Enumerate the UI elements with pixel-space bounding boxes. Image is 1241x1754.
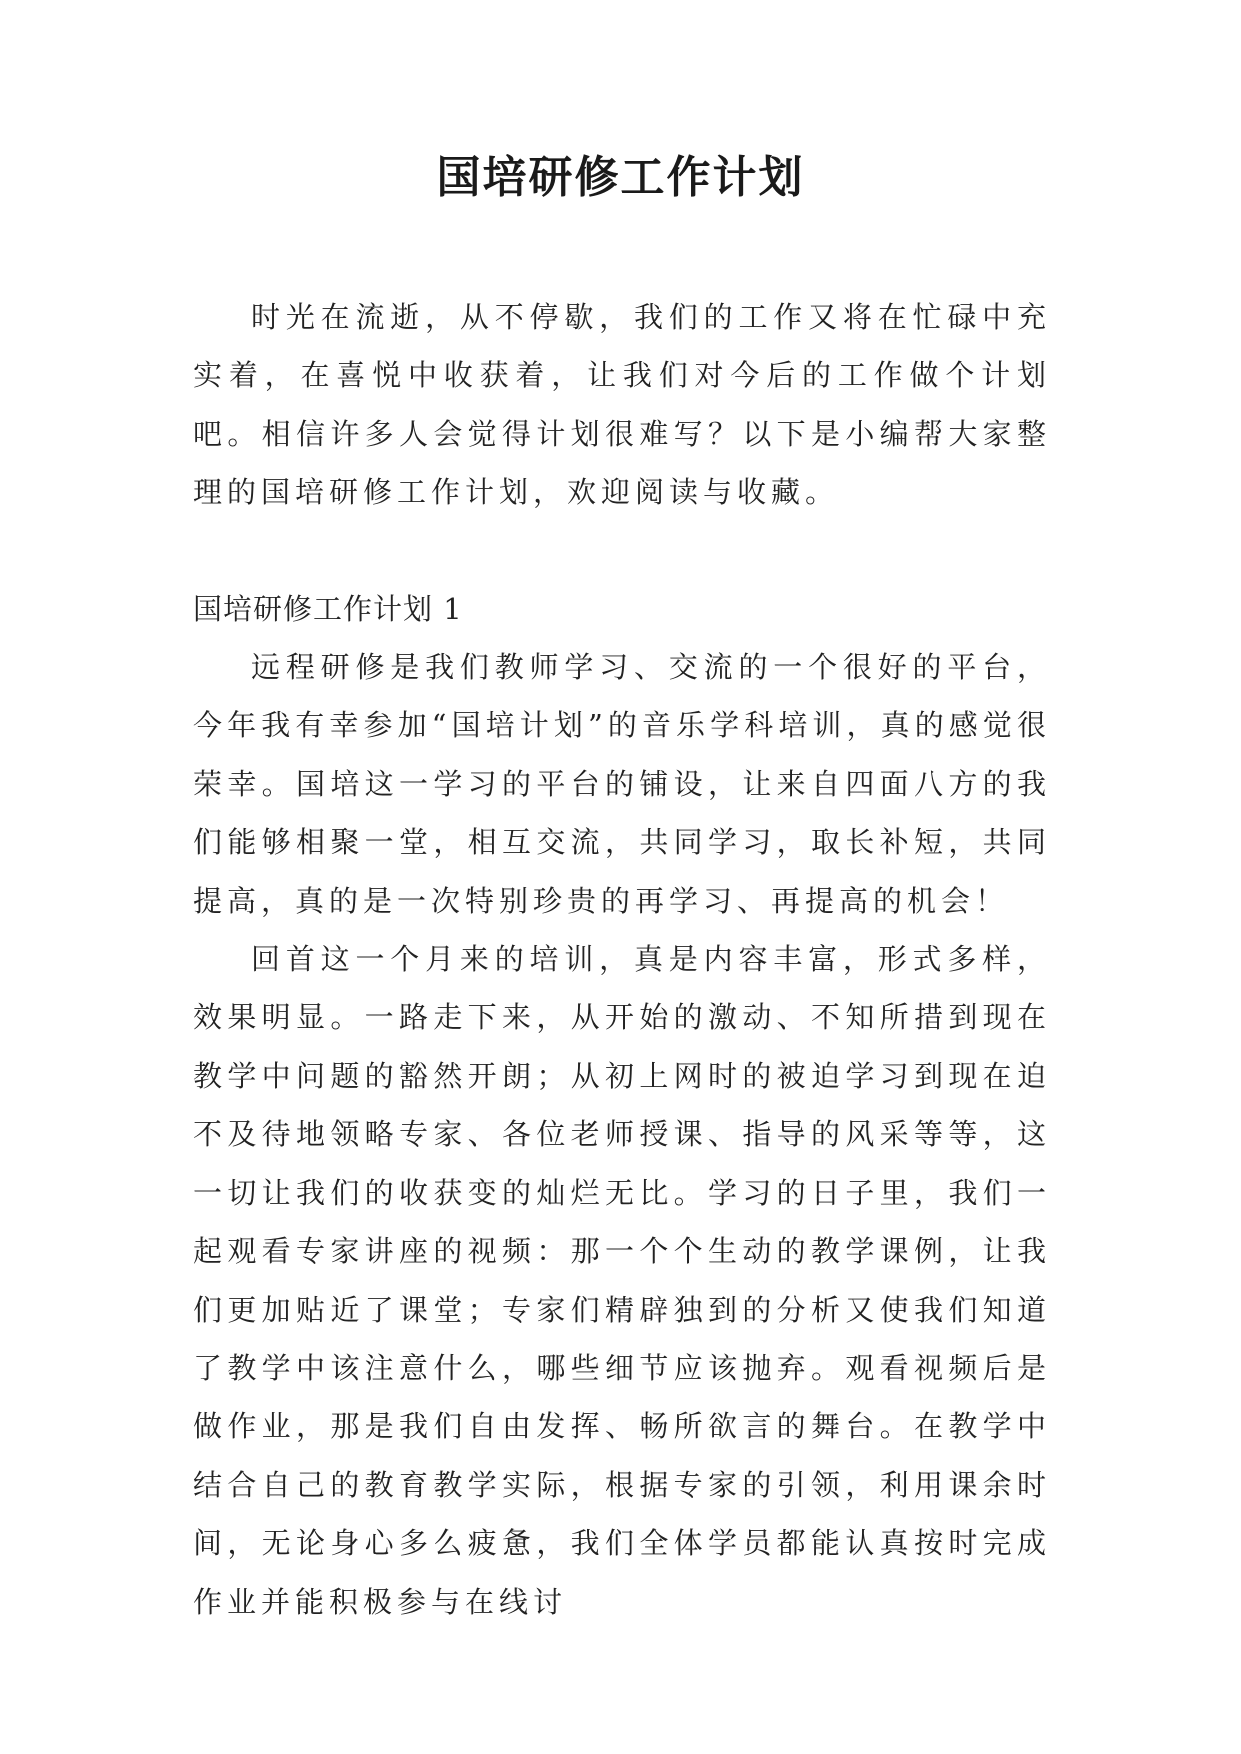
body-paragraph-1: 远程研修是我们教师学习、交流的一个很好的平台，今年我有幸参加“国培计划”的音乐学科培训，真的感觉很荣幸。国培这一学习的平台的铺设，让来自四面八方的我们能够相聚一堂，相互交流，共同学习，取长补短，共同提高，真的是一次特别珍贵的再学习、再提高的机会！ — [193, 650, 1051, 918]
section-spacer — [193, 522, 1051, 580]
document-body — [193, 288, 1051, 1631]
page-title: 国培研修工作计划 — [436, 152, 805, 203]
body-paragraph-2: 回首这一个月来的培训，真是内容丰富，形式多样，效果明显。一路走下来，从开始的激动、不知所措到现在教学中问题的豁然开朗；从初上网时的被迫学习到现在迫不及待地领略专家、各位老师授课、指导的风采等等，这一切让我们的收获变的灿烂无比。学习的日子里，我们一起观看专家讲座的视频：那一个个生动的教学课例，让我们更加贴近了课堂；专家们精辟独到的分析又使我们知道了教学中该注意什么，哪些细节应该抛弃。观看视频后是做作业，那是我们自由发挥、畅所欲言的舞台。在教学中结合自己的教育教学实际，根据专家的引领，利用课余时间，无论身心多么疲惫，我们全体学员都能认真按时完成作业并能积极参与在线讨 — [193, 942, 1051, 1619]
intro-paragraph: 时光在流逝，从不停歇，我们的工作又将在忙碌中充实着，在喜悦中收获着，让我们对今后的工作做个计划吧。相信许多人会觉得计划很难写？以下是小编帮大家整理的国培研修工作计划，欢迎阅读与收藏。 — [193, 300, 1051, 510]
section-heading: 国培研修工作计划 1 — [193, 591, 463, 626]
